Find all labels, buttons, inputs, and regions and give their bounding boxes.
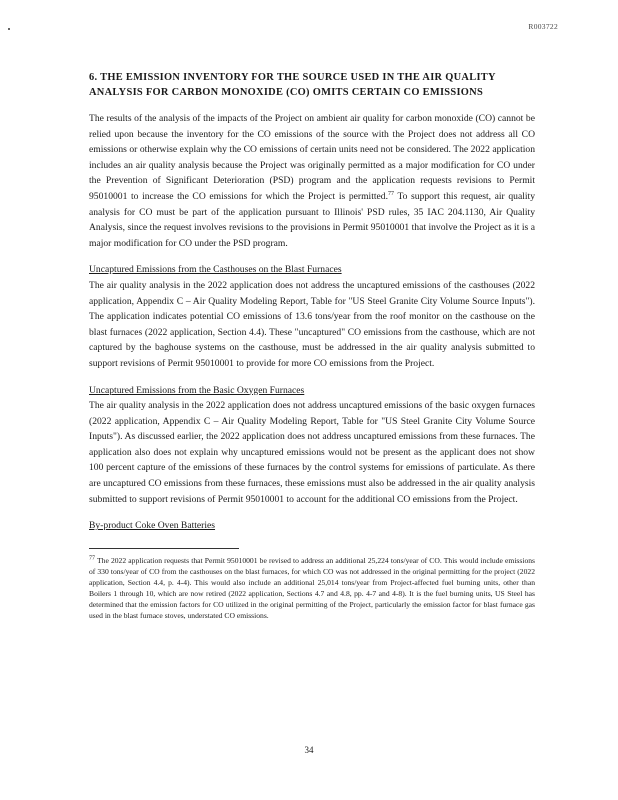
footnote-text: The 2022 application requests that Permit 95010001 be revised to address an additional 25,224 tons/year of CO. This would include emissions of 330 tons/year of CO from the casthouses on the blast furnaces, for which CO was not addressed in the original permitting for the project (2022 application, Section 4.4, p. 4-4). This would also include an additional 25,014 tons/year from Project-affected fuel burning units, other than Boilers 1 through 10, which are now retired (2022 application, Sections 4.7 and 4.8, pp. 4-7 and 4-8). It is the fuel burning units, US Steel has determined that the emission factors for CO utilized in the original permitting of the Project, particularly the emission factor for blast furnace gas used in the blast furnace stoves, understated CO emissions. bbox=[89, 555, 535, 620]
scan-speck bbox=[8, 28, 10, 30]
document-id: R003722 bbox=[528, 22, 558, 31]
subsection-body-bof: The air quality analysis in the 2022 application does not address uncaptured emissions of the basic oxygen furnaces (2022 application, Appendix C – Air Quality Modeling Report, Table for "US Steel Granite City Volume Source Inputs"). As discussed earlier, the 2022 application does not address uncaptured emissions from these furnaces. The application also does not explain why uncaptured emissions would not be present as the applicant does not show 100 percent capture of the emissions of these furnaces by the control systems for emissions of particulate. As there are uncaptured CO emissions from these furnaces, these emissions must also be addressed in the air quality analysis submitted to support revisions of Permit 95010001 to account for the additional CO emissions from the Project. bbox=[89, 400, 535, 505]
page-body bbox=[89, 70, 535, 621]
page-number: 34 bbox=[304, 745, 314, 755]
section-heading: 6. THE EMISSION INVENTORY FOR THE SOURCE USED IN THE AIR QUALITY ANALYSIS FOR CARBON MONOXIDE (CO) OMITS CERTAIN CO EMISSIONS bbox=[89, 72, 496, 98]
intro-text: The results of the analysis of the impacts of the Project on ambient air quality for carbon monoxide (CO) cannot be relied upon because the inventory for the CO emissions of the source with the Project does not address all CO emissions or otherwise explain why the CO emissions of certain units need not be considered. The 2022 application includes an air quality analysis because the Project was originally permitted as a major modification for CO under the Prevention of Significant Deterioration (PSD) program and the application requests revisions to Permit 95010001 to increase the CO emissions for which the Project is permitted. bbox=[89, 113, 535, 202]
subsection-title-bof: Uncaptured Emissions from the Basic Oxygen Furnaces bbox=[89, 384, 305, 396]
intro-paragraph bbox=[89, 111, 535, 251]
footnote bbox=[89, 555, 535, 621]
footnote-ref: 77 bbox=[388, 190, 394, 197]
subsection-title-casthouses: Uncaptured Emissions from the Casthouses on the Blast Furnaces bbox=[89, 264, 342, 276]
subsection-title-coke-ovens: By-product Coke Oven Batteries bbox=[89, 520, 216, 532]
subsection-body-casthouses: The air quality analysis in the 2022 application does not address the uncaptured emissions of the casthouses (2022 application, Appendix C – Air Quality Modeling Report, Table for "US Steel Granite City Volume Source Inputs"). The application indicates potential CO emissions of 13.6 tons/year from the roof monitor on the casthouse on the blast furnaces (2022 application, Section 4.4). These "uncaptured" CO emissions from the casthouse, which are not captured by the baghouse systems on the casthouse, must be addressed in the air quality analysis submitted to support revisions of Permit 95010001 to provide for more CO emissions from the Project. bbox=[89, 279, 535, 369]
footnote-number: 77 bbox=[89, 555, 95, 562]
footnote-divider bbox=[89, 548, 239, 549]
intro-text-cont: To support this request, air quality analysis for CO must be part of the application pursuant to Illinois' PSD rules, 35 IAC 204.1130, Air Quality Analysis, since the request involves revisions to the provisions in Permit 95010001 that involve the Project as it is a major modification for CO under the PSD program. bbox=[89, 190, 536, 249]
